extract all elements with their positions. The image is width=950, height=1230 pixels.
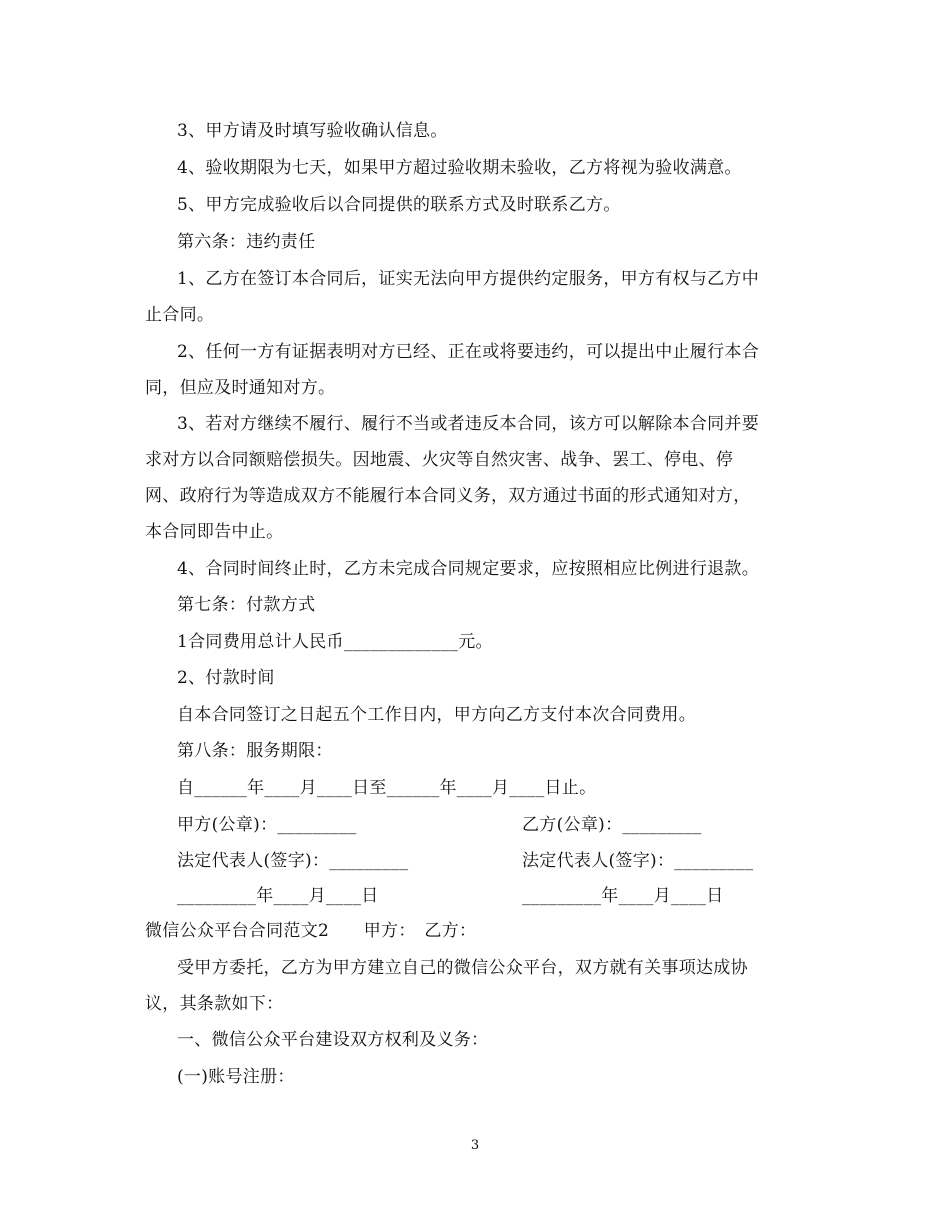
clause-6-3-line4: 本合同即告中止。	[145, 522, 284, 542]
party-a-representative: 法定代表人(签字)：_________	[177, 851, 409, 871]
clause-6-4: 4、合同时间终止时，乙方未完成合同规定要求，应按照相应比例进行退款。	[177, 559, 760, 579]
service-period-line: 自______年____月____日至______年____月____日止。	[177, 778, 597, 798]
article-8-heading: 第八条：服务期限：	[177, 741, 333, 761]
clause-5-5: 5、甲方完成验收后以合同提供的联系方式及时联系乙方。	[177, 195, 621, 215]
clause-6-2-line2: 同，但应及时通知对方。	[145, 378, 336, 398]
payment-time-text: 自本合同签订之日起五个工作日内，甲方向乙方支付本次合同费用。	[177, 705, 696, 725]
party-b-representative: 法定代表人(签字)：_________	[522, 851, 754, 871]
article-6-heading: 第六条：违约责任	[177, 232, 316, 252]
clause-6-3-line1: 3、若对方继续不履行、履行不当或者违反本合同，该方可以解除本合同并要	[177, 414, 760, 434]
party-a-seal: 甲方(公章)：_________	[177, 815, 357, 835]
party-b-seal: 乙方(公章)：_________	[522, 815, 702, 835]
clause-7-1: 1合同费用总计人民币_____________元。	[177, 632, 493, 652]
section-2-subitem-1: (一)账号注册：	[177, 1067, 295, 1087]
page-number: 3	[470, 1138, 480, 1153]
section-2-item-1: 一、微信公众平台建设双方权利及义务：	[177, 1030, 489, 1050]
clause-7-2: 2、付款时间	[177, 668, 275, 688]
section-2-intro-line2: 议，其条款如下：	[145, 994, 284, 1014]
clause-6-3-line2: 求对方以合同额赔偿损失。因地震、火灾等自然灾害、战争、罢工、停电、停	[145, 450, 734, 470]
section-2-intro-line1: 受甲方委托，乙方为甲方建立自己的微信公众平台，双方就有关事项达成协	[177, 958, 748, 978]
clause-6-1-line2: 止合同。	[145, 305, 215, 325]
clause-6-2-line1: 2、任何一方有证据表明对方已经、正在或将要违约，可以提出中止履行本合	[177, 342, 760, 362]
clause-5-3: 3、甲方请及时填写验收确认信息。	[177, 121, 448, 141]
article-7-heading: 第七条：付款方式	[177, 595, 316, 615]
clause-6-1-line1: 1、乙方在签订本合同后，证实无法向甲方提供约定服务，甲方有权与乙方中	[177, 269, 760, 289]
clause-5-4: 4、验收期限为七天，如果甲方超过验收期未验收，乙方将视为验收满意。	[177, 158, 742, 178]
party-b-date: _________年____月____日	[522, 886, 724, 906]
party-a-date: _________年____月____日	[177, 886, 379, 906]
clause-6-3-line3: 网、政府行为等造成双方不能履行本合同义务，双方通过书面的形式通知对方，	[145, 486, 751, 506]
section-2-title: 微信公众平台合同范文2 甲方： 乙方：	[145, 921, 477, 941]
